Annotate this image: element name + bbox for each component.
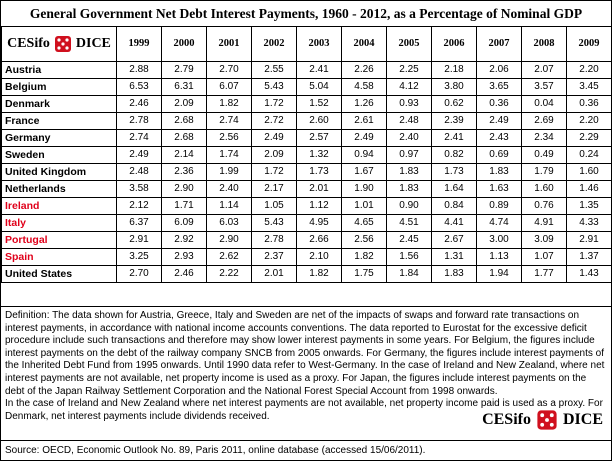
table-body bbox=[2, 62, 612, 283]
value-cell: 0.49 bbox=[522, 147, 567, 164]
value-cell: 2.55 bbox=[252, 62, 297, 79]
value-cell: 2.22 bbox=[207, 266, 252, 283]
value-cell: 2.37 bbox=[252, 249, 297, 266]
value-cell: 2.09 bbox=[162, 96, 207, 113]
value-cell: 0.94 bbox=[342, 147, 387, 164]
source-footer bbox=[1, 440, 611, 461]
value-cell: 0.36 bbox=[477, 96, 522, 113]
value-cell: 5.43 bbox=[252, 79, 297, 96]
value-cell: 2.90 bbox=[207, 232, 252, 249]
value-cell: 4.51 bbox=[387, 215, 432, 232]
table-row bbox=[2, 130, 612, 147]
value-cell: 2.01 bbox=[297, 181, 342, 198]
value-cell: 1.72 bbox=[252, 96, 297, 113]
value-cell: 2.07 bbox=[522, 62, 567, 79]
value-cell: 1.35 bbox=[567, 198, 612, 215]
value-cell: 2.93 bbox=[162, 249, 207, 266]
value-cell: 2.56 bbox=[207, 130, 252, 147]
value-cell: 0.04 bbox=[522, 96, 567, 113]
value-cell: 1.14 bbox=[207, 198, 252, 215]
value-cell: 4.41 bbox=[432, 215, 477, 232]
value-cell: 1.82 bbox=[297, 266, 342, 283]
value-cell: 2.49 bbox=[342, 130, 387, 147]
value-cell: 1.99 bbox=[207, 164, 252, 181]
value-cell: 2.61 bbox=[342, 113, 387, 130]
value-cell: 4.33 bbox=[567, 215, 612, 232]
value-cell: 1.83 bbox=[477, 164, 522, 181]
value-cell: 1.60 bbox=[522, 181, 567, 198]
value-cell: 2.39 bbox=[432, 113, 477, 130]
value-cell: 2.91 bbox=[567, 232, 612, 249]
table-row bbox=[2, 147, 612, 164]
value-cell: 2.70 bbox=[207, 62, 252, 79]
value-cell: 2.43 bbox=[477, 130, 522, 147]
value-cell: 0.93 bbox=[387, 96, 432, 113]
value-cell: 2.40 bbox=[387, 130, 432, 147]
value-cell: 2.46 bbox=[117, 96, 162, 113]
value-cell: 2.72 bbox=[252, 113, 297, 130]
value-cell: 0.82 bbox=[432, 147, 477, 164]
value-cell: 2.70 bbox=[117, 266, 162, 283]
value-cell: 5.43 bbox=[252, 215, 297, 232]
value-cell: 2.92 bbox=[162, 232, 207, 249]
value-cell: 2.62 bbox=[207, 249, 252, 266]
value-cell: 2.91 bbox=[117, 232, 162, 249]
value-cell: 1.71 bbox=[162, 198, 207, 215]
year-header-2002: 2002 bbox=[252, 27, 297, 62]
country-cell: Portugal bbox=[2, 232, 117, 249]
value-cell: 4.12 bbox=[387, 79, 432, 96]
value-cell: 1.82 bbox=[207, 96, 252, 113]
page-title: General Government Net Debt Interest Payments, 1960 - 2012, as a Percentage of Nominal GDP bbox=[29, 6, 583, 21]
value-cell: 1.74 bbox=[207, 147, 252, 164]
footer-logo bbox=[482, 408, 603, 432]
value-cell: 2.36 bbox=[162, 164, 207, 181]
value-cell: 1.67 bbox=[342, 164, 387, 181]
value-cell: 1.31 bbox=[432, 249, 477, 266]
value-cell: 5.04 bbox=[297, 79, 342, 96]
country-cell: Italy bbox=[2, 215, 117, 232]
value-cell: 3.58 bbox=[117, 181, 162, 198]
value-cell: 3.57 bbox=[522, 79, 567, 96]
value-cell: 2.20 bbox=[567, 62, 612, 79]
value-cell: 4.65 bbox=[342, 215, 387, 232]
value-cell: 1.64 bbox=[432, 181, 477, 198]
value-cell: 2.67 bbox=[432, 232, 477, 249]
value-cell: 6.53 bbox=[117, 79, 162, 96]
value-cell: 1.05 bbox=[252, 198, 297, 215]
value-cell: 4.91 bbox=[522, 215, 567, 232]
value-cell: 2.90 bbox=[162, 181, 207, 198]
value-cell: 3.25 bbox=[117, 249, 162, 266]
value-cell: 2.06 bbox=[477, 62, 522, 79]
value-cell: 1.72 bbox=[252, 164, 297, 181]
year-header-2000: 2000 bbox=[162, 27, 207, 62]
definition-paragraph-1: Definition: The data shown for Austria, Greece, Italy and Sweden are net of the impacts of swaps and forward rate transactions on interest payments, in accordance with national income accounts conventions. The data reported to Eurostat for the excessive deficit procedure include such transactions and therefore may show lower interest payments in some years. For Belgium, the figures include interest payments on the debt of the railway company SNCB from 2005 onwards. For Germany, the figures include interest payments of the Inherited Debt Fund from 1995 onwards. Until 1990 data refer to West-Germany. In the case of Ireland and New Zealand, where net interest payments are not available, net property income is used as a proxy. For Japan, the figures include interest payments on the debt of the Japan Railway Settlement Corporation and the National Forest Special Account from 1998 onwards. bbox=[5, 310, 605, 397]
value-cell: 0.76 bbox=[522, 198, 567, 215]
value-cell: 1.43 bbox=[567, 266, 612, 283]
value-cell: 2.25 bbox=[387, 62, 432, 79]
value-cell: 1.56 bbox=[387, 249, 432, 266]
value-cell: 2.10 bbox=[297, 249, 342, 266]
cesifo-dice-logo bbox=[6, 27, 112, 61]
year-header-2008: 2008 bbox=[522, 27, 567, 62]
value-cell: 2.60 bbox=[297, 113, 342, 130]
value-cell: 1.37 bbox=[567, 249, 612, 266]
logo-text-cesifo: CESifo bbox=[7, 36, 50, 51]
value-cell: 1.63 bbox=[477, 181, 522, 198]
value-cell: 0.62 bbox=[432, 96, 477, 113]
year-header-2001: 2001 bbox=[207, 27, 252, 62]
value-cell: 3.00 bbox=[477, 232, 522, 249]
value-cell: 6.31 bbox=[162, 79, 207, 96]
value-cell: 4.74 bbox=[477, 215, 522, 232]
country-cell: France bbox=[2, 113, 117, 130]
value-cell: 1.52 bbox=[297, 96, 342, 113]
country-cell: Netherlands bbox=[2, 181, 117, 198]
value-cell: 3.65 bbox=[477, 79, 522, 96]
value-cell: 2.45 bbox=[387, 232, 432, 249]
value-cell: 3.45 bbox=[567, 79, 612, 96]
value-cell: 2.66 bbox=[297, 232, 342, 249]
value-cell: 2.49 bbox=[477, 113, 522, 130]
country-cell: Belgium bbox=[2, 79, 117, 96]
value-cell: 2.41 bbox=[297, 62, 342, 79]
value-cell: 2.41 bbox=[432, 130, 477, 147]
value-cell: 0.89 bbox=[477, 198, 522, 215]
value-cell: 1.01 bbox=[342, 198, 387, 215]
value-cell: 2.20 bbox=[567, 113, 612, 130]
value-cell: 2.78 bbox=[252, 232, 297, 249]
table-row bbox=[2, 96, 612, 113]
logo-text-dice: DICE bbox=[75, 36, 111, 51]
table-row bbox=[2, 232, 612, 249]
value-cell: 2.79 bbox=[162, 62, 207, 79]
value-cell: 1.73 bbox=[297, 164, 342, 181]
value-cell: 1.75 bbox=[342, 266, 387, 283]
value-cell: 1.13 bbox=[477, 249, 522, 266]
value-cell: 6.37 bbox=[117, 215, 162, 232]
value-cell: 0.24 bbox=[567, 147, 612, 164]
value-cell: 2.48 bbox=[387, 113, 432, 130]
value-cell: 2.56 bbox=[342, 232, 387, 249]
value-cell: 2.18 bbox=[432, 62, 477, 79]
value-cell: 1.90 bbox=[342, 181, 387, 198]
value-cell: 6.09 bbox=[162, 215, 207, 232]
table-row bbox=[2, 164, 612, 181]
country-cell: Spain bbox=[2, 249, 117, 266]
table-row bbox=[2, 215, 612, 232]
footer-logo-text-dice: DICE bbox=[562, 411, 603, 428]
year-header-2007: 2007 bbox=[477, 27, 522, 62]
table-row bbox=[2, 198, 612, 215]
value-cell: 1.32 bbox=[297, 147, 342, 164]
value-cell: 1.83 bbox=[387, 181, 432, 198]
value-cell: 1.60 bbox=[567, 164, 612, 181]
value-cell: 2.34 bbox=[522, 130, 567, 147]
value-cell: 2.49 bbox=[252, 130, 297, 147]
table-row bbox=[2, 79, 612, 96]
value-cell: 1.83 bbox=[387, 164, 432, 181]
table-row bbox=[2, 266, 612, 283]
year-header-2006: 2006 bbox=[432, 27, 477, 62]
value-cell: 1.73 bbox=[432, 164, 477, 181]
table-header-row bbox=[2, 27, 612, 62]
data-table bbox=[1, 26, 612, 283]
value-cell: 1.46 bbox=[567, 181, 612, 198]
country-cell: Austria bbox=[2, 62, 117, 79]
year-header-2005: 2005 bbox=[387, 27, 432, 62]
value-cell: 1.77 bbox=[522, 266, 567, 283]
country-cell: United States bbox=[2, 266, 117, 283]
country-cell: United Kingdom bbox=[2, 164, 117, 181]
value-cell: 2.14 bbox=[162, 147, 207, 164]
value-cell: 2.74 bbox=[117, 130, 162, 147]
value-cell: 1.84 bbox=[387, 266, 432, 283]
table-row bbox=[2, 62, 612, 79]
value-cell: 1.26 bbox=[342, 96, 387, 113]
dice-icon bbox=[535, 408, 559, 432]
value-cell: 0.84 bbox=[432, 198, 477, 215]
value-cell: 2.74 bbox=[207, 113, 252, 130]
dice-icon bbox=[53, 34, 73, 54]
value-cell: 0.36 bbox=[567, 96, 612, 113]
year-header-2004: 2004 bbox=[342, 27, 387, 62]
year-header-2003: 2003 bbox=[297, 27, 342, 62]
logo-cell bbox=[2, 27, 117, 62]
year-header-2009: 2009 bbox=[567, 27, 612, 62]
value-cell: 1.12 bbox=[297, 198, 342, 215]
source-text: Source: OECD, Economic Outlook No. 89, Paris 2011, online database (accessed 15/06/2011). bbox=[5, 445, 426, 456]
value-cell: 4.58 bbox=[342, 79, 387, 96]
value-cell: 2.78 bbox=[117, 113, 162, 130]
value-cell: 0.97 bbox=[387, 147, 432, 164]
value-cell: 0.69 bbox=[477, 147, 522, 164]
year-header-1999: 1999 bbox=[117, 27, 162, 62]
value-cell: 2.40 bbox=[207, 181, 252, 198]
value-cell: 1.94 bbox=[477, 266, 522, 283]
value-cell: 2.69 bbox=[522, 113, 567, 130]
country-cell: Ireland bbox=[2, 198, 117, 215]
value-cell: 2.12 bbox=[117, 198, 162, 215]
definition-paragraph-2: In the case of Ireland and New Zealand where net interest payments are not available, net property income paid is used as a proxy. For Denmark, net interest payments include dividends received. bbox=[5, 398, 603, 422]
value-cell: 2.29 bbox=[567, 130, 612, 147]
value-cell: 2.48 bbox=[117, 164, 162, 181]
value-cell: 2.17 bbox=[252, 181, 297, 198]
value-cell: 2.68 bbox=[162, 130, 207, 147]
table-row bbox=[2, 249, 612, 266]
value-cell: 2.88 bbox=[117, 62, 162, 79]
value-cell: 2.09 bbox=[252, 147, 297, 164]
value-cell: 0.90 bbox=[387, 198, 432, 215]
value-cell: 3.09 bbox=[522, 232, 567, 249]
value-cell: 1.83 bbox=[432, 266, 477, 283]
value-cell: 6.07 bbox=[207, 79, 252, 96]
value-cell: 2.49 bbox=[117, 147, 162, 164]
value-cell: 2.46 bbox=[162, 266, 207, 283]
value-cell: 2.68 bbox=[162, 113, 207, 130]
country-cell: Denmark bbox=[2, 96, 117, 113]
value-cell: 6.03 bbox=[207, 215, 252, 232]
value-cell: 1.07 bbox=[522, 249, 567, 266]
value-cell: 4.95 bbox=[297, 215, 342, 232]
country-cell: Germany bbox=[2, 130, 117, 147]
value-cell: 3.80 bbox=[432, 79, 477, 96]
footer-logo-text-cesifo: CESifo bbox=[482, 411, 531, 428]
value-cell: 2.26 bbox=[342, 62, 387, 79]
table-row bbox=[2, 113, 612, 130]
country-cell: Sweden bbox=[2, 147, 117, 164]
value-cell: 2.01 bbox=[252, 266, 297, 283]
value-cell: 1.79 bbox=[522, 164, 567, 181]
table-row bbox=[2, 181, 612, 198]
value-cell: 1.82 bbox=[342, 249, 387, 266]
value-cell: 2.57 bbox=[297, 130, 342, 147]
